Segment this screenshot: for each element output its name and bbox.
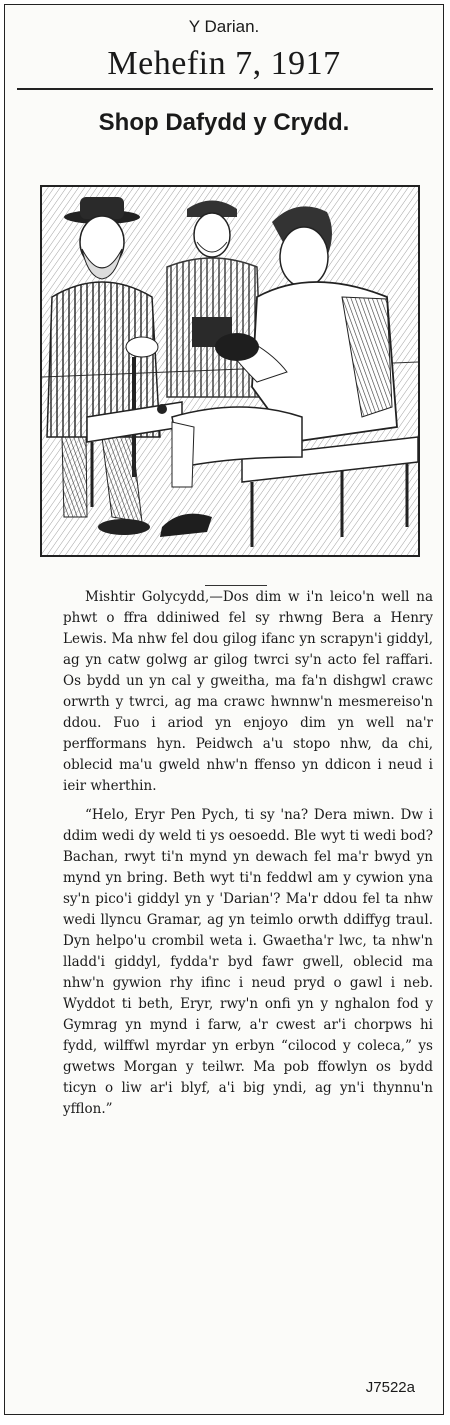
engraving-drawing xyxy=(42,187,418,555)
article-body xyxy=(63,587,433,1128)
reference-code: J7522a xyxy=(365,1379,415,1396)
article-title: Shop Dafydd y Crydd. xyxy=(98,109,350,136)
section-rule xyxy=(205,585,267,586)
masthead-divider xyxy=(17,88,433,90)
article-paragraph-2: “Helo, Eryr Pen Pych, ti sy 'na? Dera miwn. Dw i ddim wedi dy weld ti ys oesoedd. Ble wyt ti wedi bod? Bachan, rwyt ti'n mynd yn dewach fel ma'r bwyd yn mynd yn bring. Beth wyt ti'n feddwl am y cywion yna sy'n pico'i giddyl yn y 'Darian'? Ma'r ddou fel ta nhw wedi llyncu Gramar, ag yn teimlo orwth ddiffyg traul. Dyn helpo'u crombil weta i. Gwaetha'r lwc, ta nhw'n lladd'i giddyl, fydda'r byd fawr gwell, oblecid ma nhw'n gywion rhy ifinc i neud pryd o gawl i neb. Wyddot ti beth, Eryr, rwy'n onfi yn y nghalon fod y Gymrag yn mynd i farw, a'r cwest ar'i chorpws hi fydd, wilffwl myrdar yn erbyn “cilocod y coleca,” ys gwetws Morgan y teilwr. Ma pob ffowlyn os bydd ticyn o liw ar'i blyf, a'i big yndi, ag yn'i thynnu'n yfflon.” xyxy=(63,807,433,1117)
newspaper-clipping xyxy=(4,4,444,1415)
article-paragraph-1: Mishtir Golycydd,—Dos dim w i'n leico'n well na phwt o ffra ddiniwed fel sy rhwng Bera a Henry Lewis. Ma nhw fel dou gilog ifanc yn scrapyn'i giddyl, ag yn catw golwg ar gilog twrci sy'n acto fel raffari. Os bydd un yn cal y gweitha, ma fa'n dishgwl crawc orwrth y twrci, ag ma crawc hwnnw'n mesmereiso'n ddou. Fuo i ariod yn enjoyo dim yn well na'r perfformans hyn. Peidwch a'u stopo nhw, da chi, oblecid ma'u gweld nhw'n ffenso yn ddicon i neud i ieir wherthin. xyxy=(63,589,433,794)
cobbler-shop-illustration xyxy=(40,185,420,557)
issue-date: Mehefin 7, 1917 xyxy=(107,45,341,82)
publication-name: Y Darian. xyxy=(188,17,260,36)
